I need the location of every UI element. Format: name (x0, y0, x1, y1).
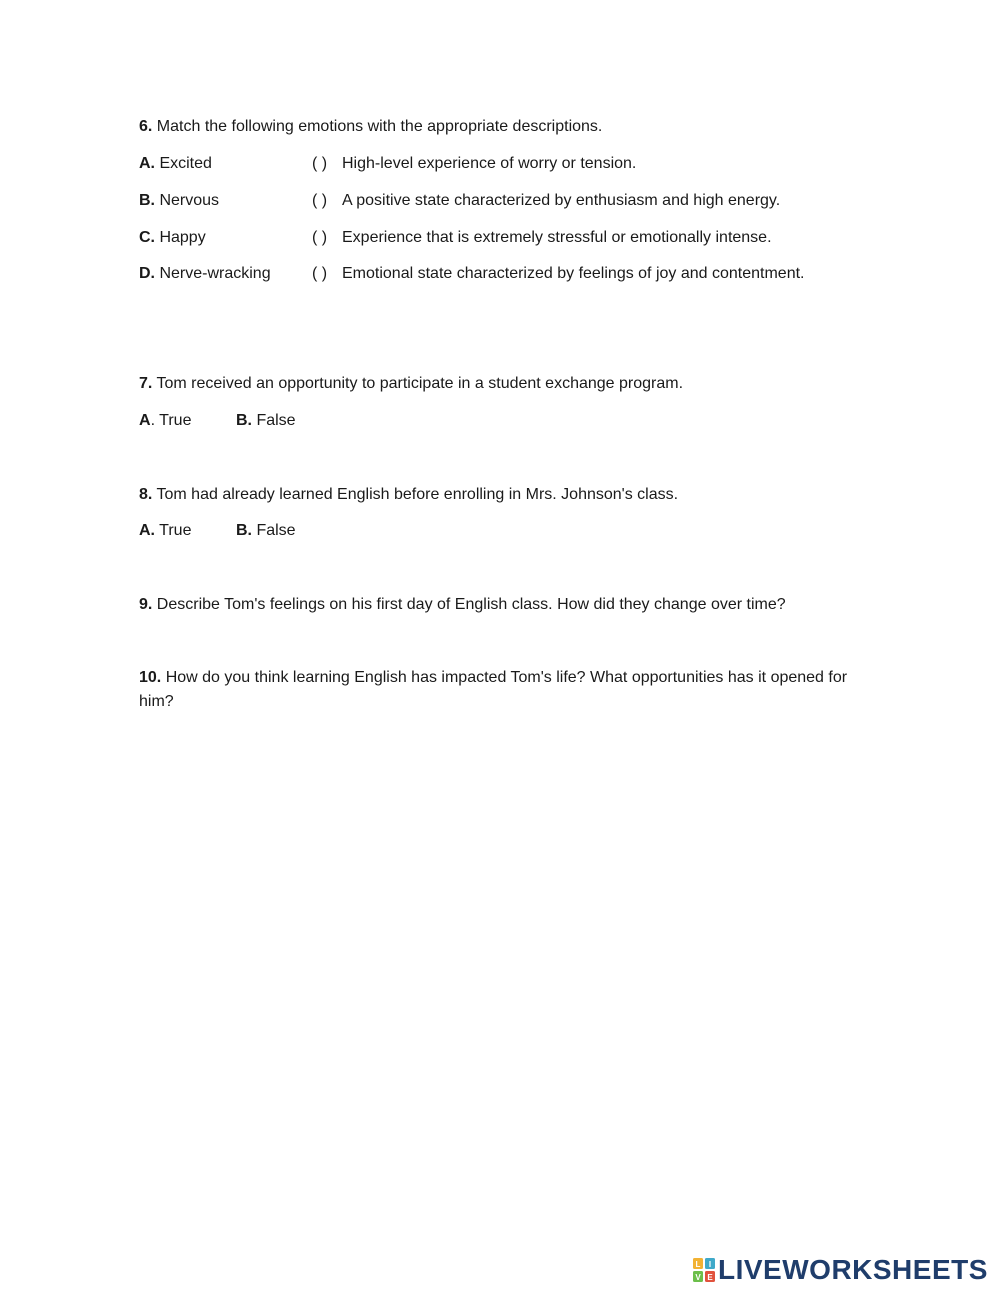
option-letter: B. (236, 522, 252, 539)
match-description-2 (312, 191, 780, 211)
option-text: False (256, 522, 296, 539)
match-description-4 (312, 264, 804, 284)
option-text: True (159, 522, 192, 539)
match-description-3 (312, 228, 772, 248)
match-item-d (139, 264, 271, 284)
answer-blank[interactable]: ( ) (312, 229, 328, 246)
item-word: Excited (159, 155, 212, 172)
question-6-prompt (139, 117, 602, 137)
item-word: Happy (159, 229, 206, 246)
svg-text:I: I (708, 1260, 712, 1269)
question-8-option-b[interactable] (236, 521, 296, 541)
option-letter: A (139, 412, 151, 429)
question-8-prompt (139, 485, 678, 505)
question-text: Describe Tom's feelings on his first day of English class. How did they change over time? (156, 596, 786, 613)
item-word: Nervous (159, 192, 220, 209)
question-text: Match the following emotions with the appropriate descriptions. (156, 118, 603, 135)
item-letter: A. (139, 155, 155, 172)
answer-blank[interactable]: ( ) (312, 192, 328, 209)
question-number: 6. (139, 118, 153, 135)
match-item-b (139, 191, 219, 211)
question-8-option-a[interactable] (139, 521, 191, 541)
item-letter: C. (139, 229, 155, 246)
description-text: Emotional state characterized by feelings of joy and contentment. (342, 265, 805, 282)
logo-text: LIVEWORKSHEETS (718, 1254, 988, 1285)
question-7-prompt (139, 374, 683, 394)
match-description-1 (312, 154, 636, 174)
option-letter: B. (236, 412, 252, 429)
question-text: How do you think learning English has impacted Tom's life? What opportunities has it opened for him? (139, 669, 848, 710)
answer-blank[interactable]: ( ) (312, 265, 328, 282)
match-item-c (139, 228, 206, 248)
svg-text:E: E (707, 1273, 713, 1282)
question-text: Tom received an opportunity to participate in a student exchange program. (156, 375, 684, 392)
question-number: 7. (139, 375, 153, 392)
item-letter: D. (139, 265, 155, 282)
option-text: . True (150, 412, 192, 429)
item-word: Nerve-wracking (159, 265, 271, 282)
svg-text:L: L (695, 1260, 701, 1269)
question-9-prompt (139, 595, 786, 615)
question-number: 8. (139, 486, 153, 503)
question-text: Tom had already learned English before enrolling in Mrs. Johnson's class. (156, 486, 679, 503)
description-text: A positive state characterized by enthusiasm and high energy. (342, 192, 781, 209)
question-number: 10. (139, 669, 162, 686)
question-7-option-a[interactable] (139, 411, 191, 431)
svg-text:V: V (695, 1273, 701, 1282)
live-badge-icon (692, 1257, 716, 1283)
item-letter: B. (139, 192, 155, 209)
description-text: Experience that is extremely stressful or emotionally intense. (342, 229, 772, 246)
option-text: False (256, 412, 296, 429)
description-text: High-level experience of worry or tension. (342, 155, 637, 172)
question-10-prompt (139, 666, 859, 714)
question-number: 9. (139, 596, 153, 613)
liveworksheets-logo (692, 1255, 988, 1285)
match-item-a (139, 154, 212, 174)
answer-blank[interactable]: ( ) (312, 155, 328, 172)
option-letter: A. (139, 522, 155, 539)
question-7-option-b[interactable] (236, 411, 296, 431)
